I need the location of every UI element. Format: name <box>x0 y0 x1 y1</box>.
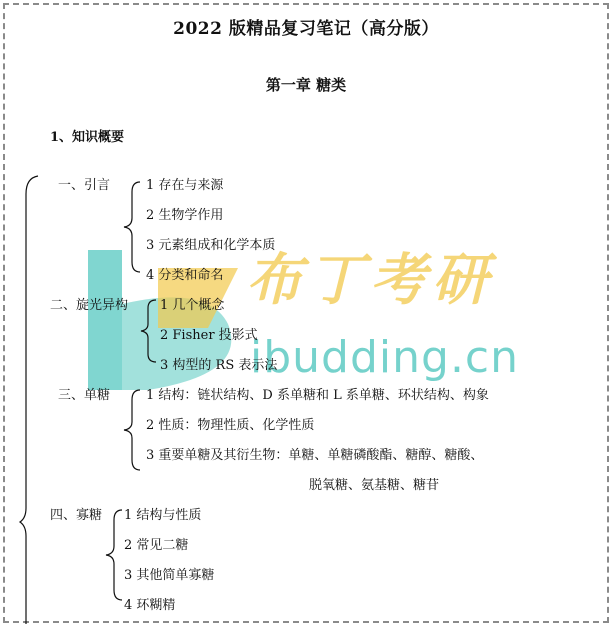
section-intro-brace <box>120 180 144 274</box>
oligosaccharide-item-3: 3 其他简单寡糖 <box>124 568 215 583</box>
document-page <box>8 8 604 620</box>
optical-item-3: 3 构型的 RS 表示法 <box>160 358 278 373</box>
monosaccharide-item-3-continued: 脱氧糖、氨基糖、糖苷 <box>309 478 440 493</box>
section-optical-isomerism-label: 二、旋光异构 <box>50 298 129 313</box>
outline-outer-brace <box>18 174 42 624</box>
oligosaccharide-item-4: 4 环糊精 <box>124 598 176 613</box>
section-title: 1、知识概要 <box>50 130 125 145</box>
optical-item-2: 2 Fisher 投影式 <box>160 328 258 343</box>
intro-item-2: 2 生物学作用 <box>146 208 224 223</box>
monosaccharide-item-2: 2 性质：物理性质、化学性质 <box>146 418 315 433</box>
intro-item-3: 3 元素组成和化学本质 <box>146 238 276 253</box>
section-oligosaccharide-brace <box>102 508 126 602</box>
section-intro-label: 一、引言 <box>58 178 111 193</box>
watermark-url-text: ibudding.cn <box>250 332 520 383</box>
section-monosaccharide-brace <box>120 388 144 472</box>
watermark-brand-text: 布丁考研 <box>246 248 494 313</box>
section-monosaccharide-label: 三、单糖 <box>58 388 111 403</box>
section-oligosaccharide-label: 四、寡糖 <box>50 508 103 523</box>
intro-item-1: 1 存在与来源 <box>146 178 224 193</box>
intro-item-4: 4 分类和命名 <box>146 268 224 283</box>
document-title: 2022 版精品复习笔记（高分版） <box>173 19 439 39</box>
optical-item-1: 1 几个概念 <box>160 298 225 313</box>
chapter-title: 第一章 糖类 <box>265 76 347 94</box>
oligosaccharide-item-1: 1 结构与性质 <box>124 508 202 523</box>
oligosaccharide-item-2: 2 常见二糖 <box>124 538 189 553</box>
monosaccharide-item-3: 3 重要单糖及其衍生物：单糖、单糖磷酸酯、糖醇、糖酸、 <box>146 448 484 463</box>
monosaccharide-item-1: 1 结构：链状结构、D 系单糖和 L 系单糖、环状结构、构象 <box>146 388 489 403</box>
section-optical-isomerism-brace <box>138 298 158 364</box>
